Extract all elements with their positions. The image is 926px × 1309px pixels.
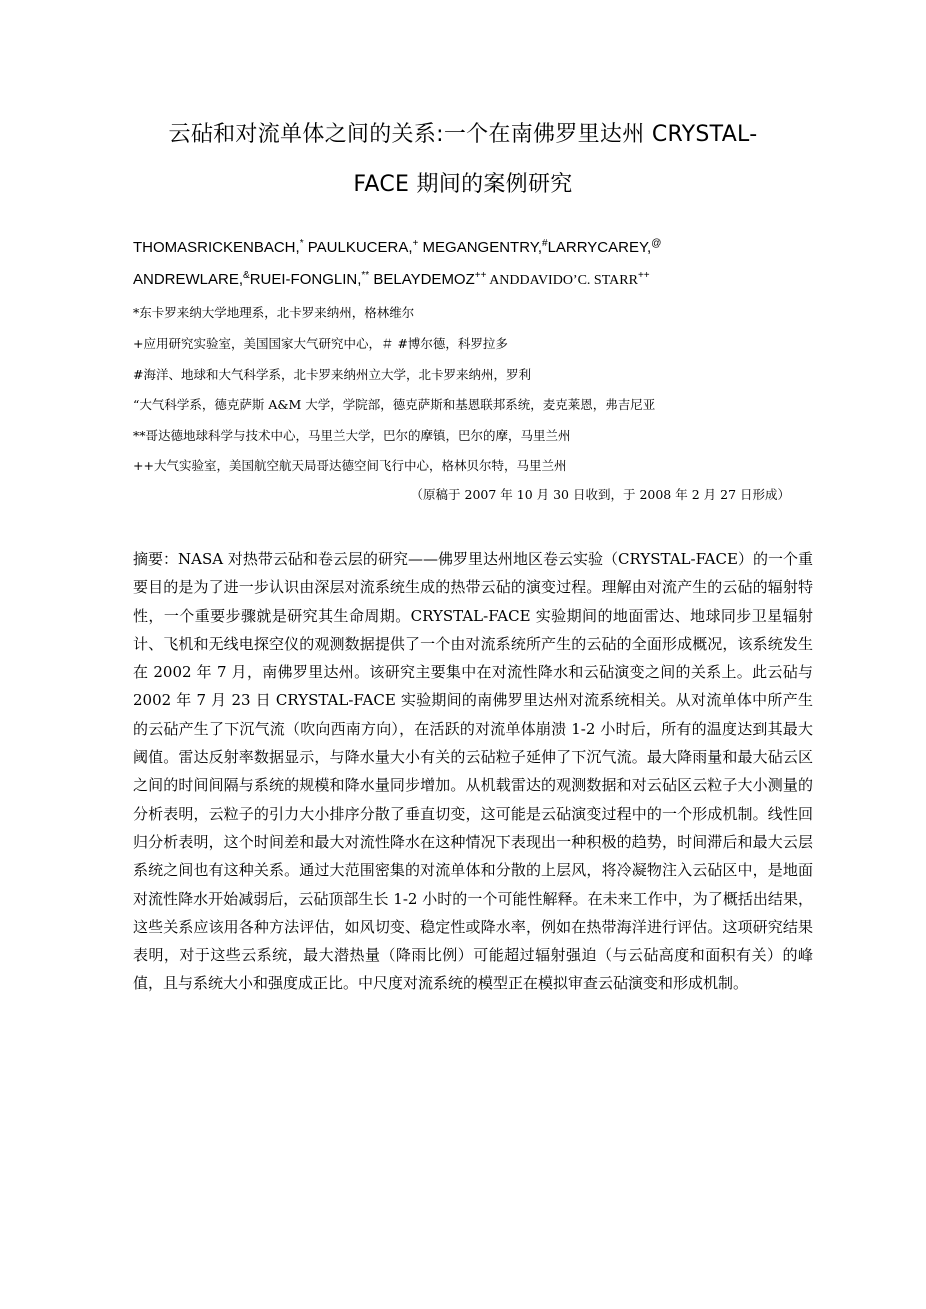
- affiliation-4: “大气科学系，德克萨斯 A&M 大学，学院部，德克萨斯和基恩联邦系统，麦克莱恩，弗吉尼亚: [133, 397, 656, 412]
- author-name: RUEI-FONGLIN,: [249, 271, 362, 288]
- paper-title-line-1: 云砧和对流单体之间的关系:一个在南佛罗里达州 CRYSTAL-: [168, 122, 758, 147]
- paper-title-line-2: FACE 期间的案例研究: [353, 172, 573, 197]
- author-name: MEGANGENTRY,: [418, 239, 542, 256]
- affiliation-5: **哥达德地球科学与技术中心，马里兰大学，巴尔的摩镇，巴尔的摩，马里兰州: [133, 428, 571, 443]
- author-affiliation-mark: **: [361, 270, 370, 281]
- author-name: PAULKUCERA,: [303, 239, 413, 256]
- author-name: LARRYCAREY,: [547, 239, 652, 256]
- affiliation-3: #海洋、地球和大气科学系，北卡罗来纳州立大学，北卡罗来纳州，罗利: [133, 367, 531, 382]
- abstract-paragraph: [133, 545, 813, 998]
- author-name: ANDDAVIDO’C. STARR: [486, 273, 638, 288]
- manuscript-received-date: （原稿于 2007 年 10 月 30 日收到，于 2008 年 2 月 27 日形成）: [410, 487, 790, 502]
- author-affiliation-mark: +: [412, 238, 419, 249]
- author-name: ANDREWLARE,: [133, 271, 244, 288]
- author-affiliation-mark: ++: [637, 270, 650, 281]
- author-line-1: [133, 238, 813, 258]
- affiliation-2: +应用研究实验室，美国国家大气研究中心，＃ #博尔德，科罗拉多: [133, 336, 508, 351]
- abstract-label: 摘要：: [133, 550, 179, 568]
- author-line-2: [133, 270, 813, 291]
- author-affiliation-mark: @: [651, 238, 662, 249]
- author-name: THOMASRICKENBACH,: [133, 239, 300, 256]
- author-name: BELAYDEMOZ: [369, 271, 475, 288]
- author-affiliation-mark: *: [299, 238, 304, 249]
- author-affiliation-mark: #: [542, 238, 548, 249]
- author-affiliation-mark: ++: [474, 270, 487, 281]
- affiliation-1: *东卡罗来纳大学地理系，北卡罗来纳州，格林维尔: [133, 305, 415, 320]
- affiliation-6: ++大气实验室，美国航空航天局哥达德空间飞行中心，格林贝尔特，马里兰州: [133, 458, 567, 473]
- abstract-text: NASA 对热带云砧和卷云层的研究——佛罗里达州地区卷云实验（CRYSTAL-FACE）的一个重要目的是为了进一步认识由深层对流系统生成的热带云砧的演变过程。理解由对流产生的云砧的辐射特性，一个重要步骤就是研究其生命周期。CRYSTAL-FACE 实验期间的地面雷达、地球同步卫星辐射计、飞机和无线电探空仪的观测数据提供了一个由对流系统所产生的云砧的全面形成概况，该系统发生在 2002 年 7 月，南佛罗里达州。该研究主要集中在对流性降水和云砧演变之间的关系上。此云砧与 2002 年 7 月 23 日 CRYSTAL-FACE 实验期间的南佛罗里达州对流系统相关。从对流单体中所产生的云砧产生了下沉气流（吹向西南方向），在活跃的对流单体崩溃 1-2 小时后，所有的温度达到其最大阈值。雷达反射率数据显示，与降水量大小有关的云砧粒子延伸了下沉气流。最大降雨量和最大砧云区之间的时间间隔与系统的规模和降水量同步增加。从机载雷达的观测数据和对云砧区云粒子大小测量的分析表明，云粒子的引力大小排序分散了垂直切变，这可能是云砧演变过程中的一个形成机制。线性回归分析表明，这个时间差和最大对流性降水在这种情况下表现出一种积极的趋势，时间滞后和最大云层系统之间也有这种关系。通过大范围密集的对流单体和分散的上层风，将冷凝物注入云砧区中，是地面对流性降水开始减弱后，云砧顶部生长 1-2 小时的一个可能性解释。在未来工作中，为了概括出结果，这些关系应该用各种方法评估，如风切变、稳定性或降水率，例如在热带海洋进行评估。这项研究结果表明，对于这些云系统，最大潜热量（降雨比例）可能超过辐射强迫（与云砧高度和面积有关）的峰值，且与系统大小和强度成正比。中尺度对流系统的模型正在模拟审查云砧演变和形成机制。: [133, 550, 813, 993]
- author-affiliation-mark: &: [243, 270, 250, 281]
